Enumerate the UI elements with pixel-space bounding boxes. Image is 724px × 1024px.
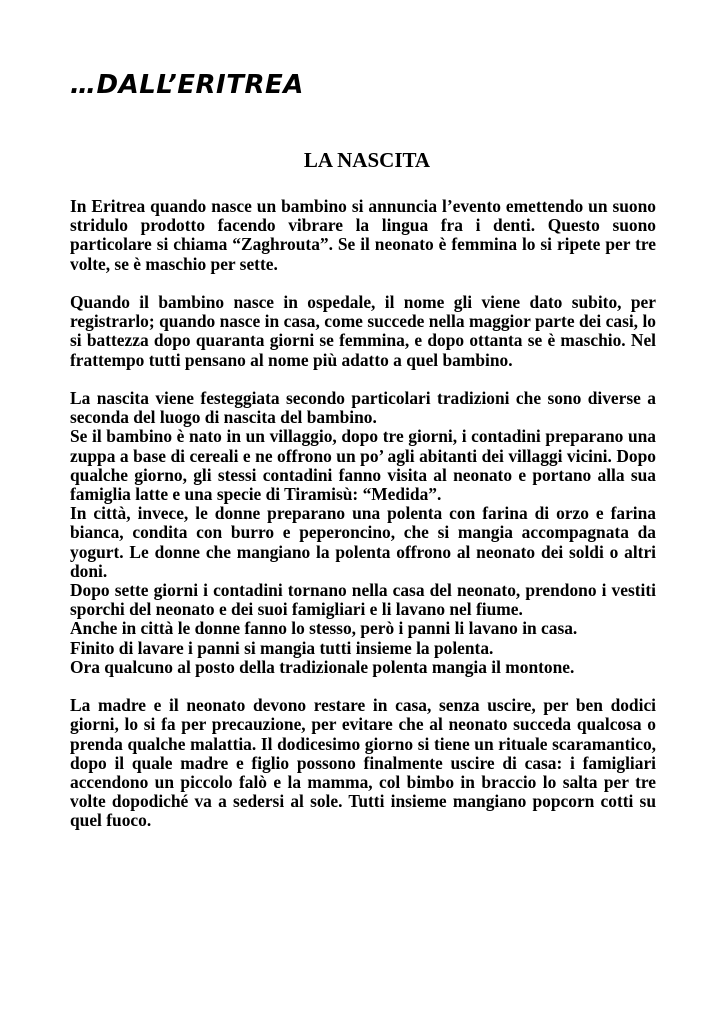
paragraph-city: In città, invece, le donne preparano una polenta con farina di orzo e farina bianca, condita con burro e peperoncino, che si mangia accompagnata da yogurt. Le donne che mangiano la polenta offrono al neonato dei soldi o altri doni. [70,503,656,581]
paragraph-washing: Dopo sette giorni i contadini tornano nella casa del neonato, prendono i vestiti sporchi del neonato e dei suoi famigliari e li lavano nel fiume. [70,580,656,620]
paragraph-gap [70,677,656,696]
paragraph-celebration: La nascita viene festeggiata secondo particolari tradizioni che sono diverse a seconda del luogo di nascita del bambino. [70,388,656,428]
paragraph-announcement: In Eritrea quando nasce un bambino si annuncia l’evento emettendo un suono stridulo prodotto facendo vibrare la lingua fra i denti. Questo suono particolare si chiama “Zaghrouta”. Se il neonato è femmina lo si ripete per tre volte, se è maschio per sette. [70,196,656,274]
header-title: …DALL’ERITREA [70,70,304,100]
paragraph-polenta: Finito di lavare i panni si mangia tutti insieme la polenta. [70,637,494,658]
paragraph-ritual: La madre e il neonato devono restare in casa, senza uscire, per ben dodici giorni, lo si fa per precauzione, per evitare che al neonato succeda qualcosa o prenda qualche malattia. Il dodicesimo giorno si tiene un rituale scaramantico, dopo il quale madre e figlio possono finalmente uscire di casa: i famigliari accendono un piccolo falò e la mamma, col bimbo in braccio lo salta per tre volte dopodiché va a sedersi al sole. Tutti insieme mangiano popcorn cotti su quel fuoco. [70,695,656,831]
paragraph-gap [70,274,656,293]
paragraph-mutton: Ora qualcuno al posto della tradizionale polenta mangia il montone. [70,656,575,677]
paragraph-village: Se il bambino è nato in un villaggio, dopo tre giorni, i contadini preparano una zuppa a base di cereali e ne offrono un po’ agli abitanti dei villaggi vicini. Dopo qualche giorno, gli stessi contadini fanno visita al neonato e portano alla sua famiglia latte e una specie di Tiramisù: “Medida”. [70,426,656,505]
section-title: LA NASCITA [303,148,431,172]
paragraph-naming: Quando il bambino nasce in ospedale, il nome gli viene dato subito, per registrarlo; quando nasce in casa, come succede nella maggior parte dei casi, lo si battezza dopo quaranta giorni se femmina, e dopo ottanta se è maschio. Nel frattempo tutti pensano al nome più adatto a quel bambino. [70,292,656,370]
paragraph-gap [70,370,656,389]
paragraph-city-washing: Anche in città le donne fanno lo stesso, però i panni li lavano in casa. [70,618,578,639]
article-body [70,197,656,831]
